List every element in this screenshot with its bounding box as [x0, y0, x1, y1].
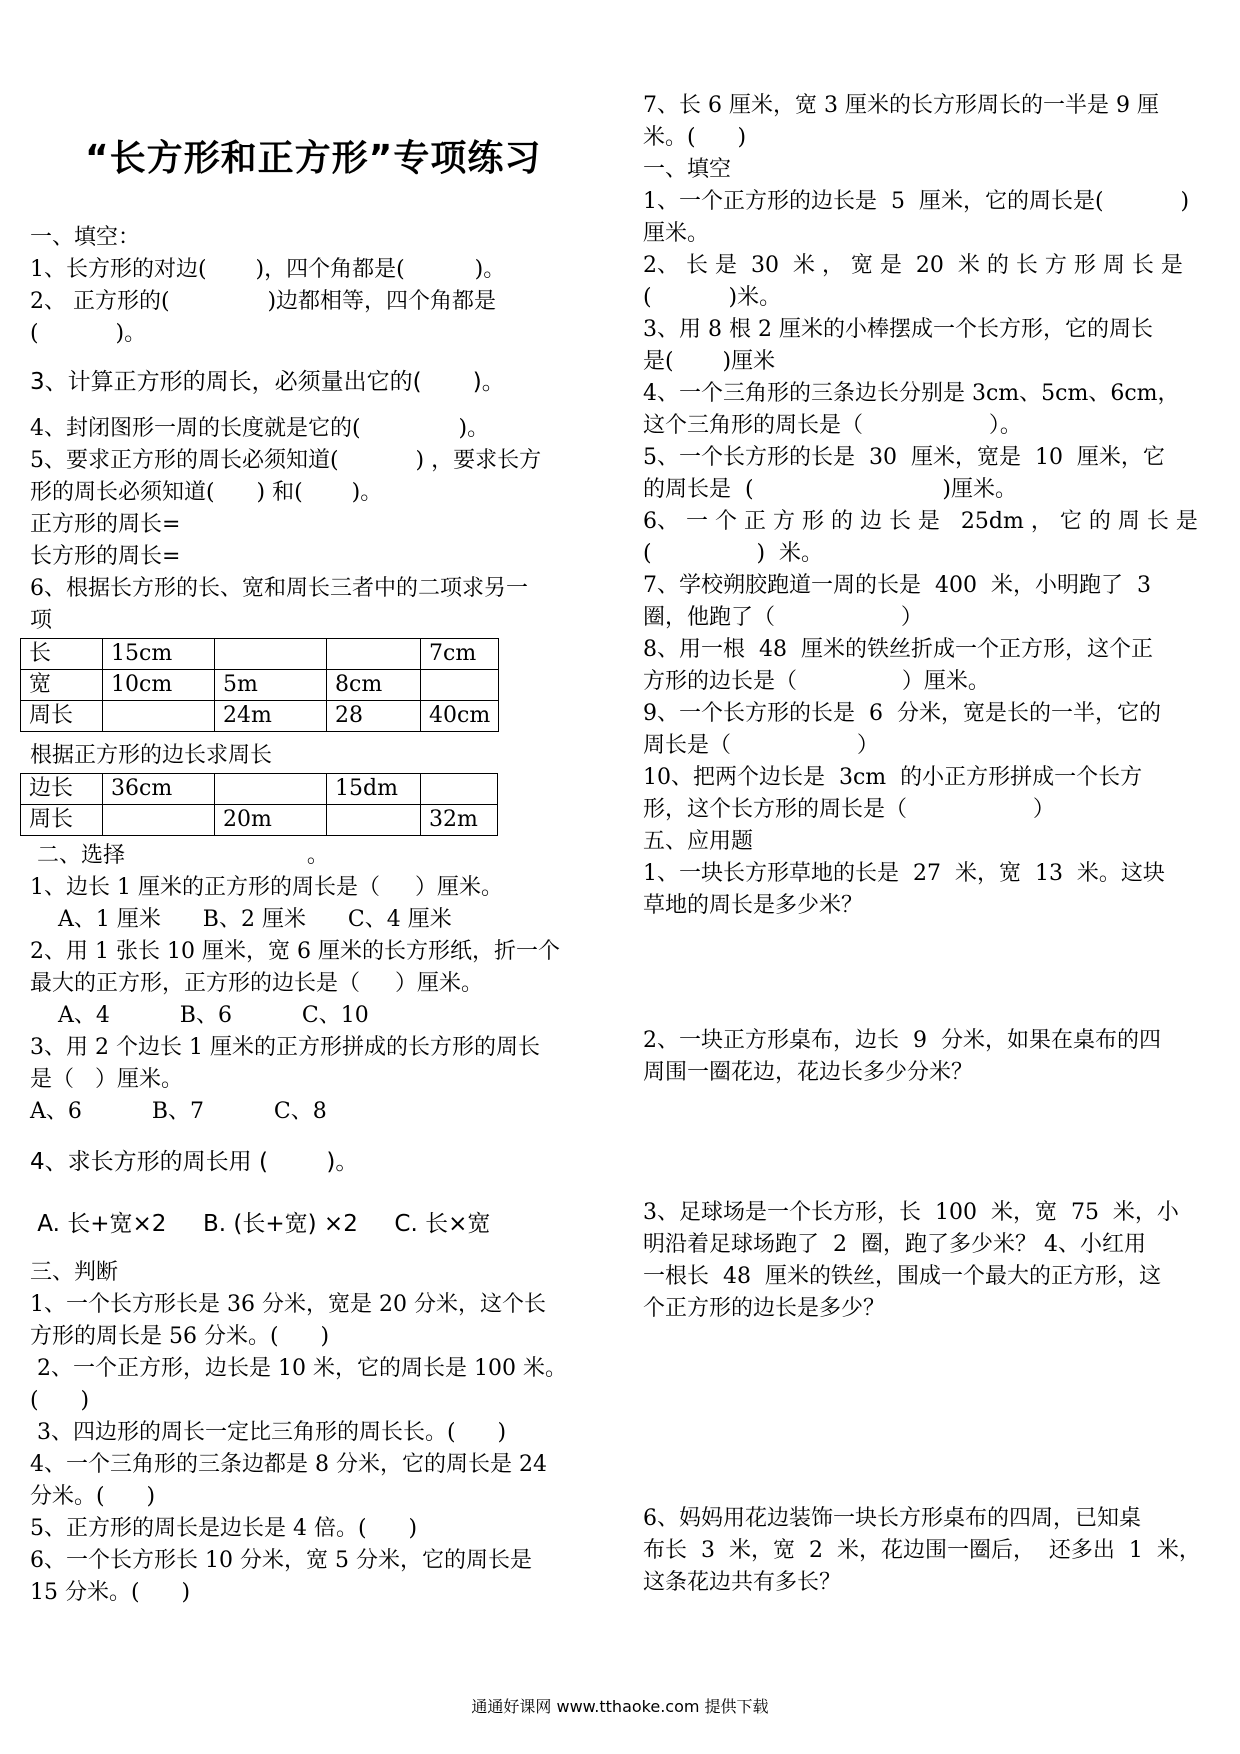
table-cell: [421, 670, 499, 701]
table-cell: 边长: [21, 774, 103, 805]
question-line: 方形的周长是 56 分米。( ): [30, 1324, 330, 1349]
table-cell: 周长: [21, 701, 103, 732]
section-heading: 二、选择 。: [30, 843, 329, 868]
question-line: 6、一个长方形长 10 分米，宽 5 分米，它的周长是: [30, 1548, 532, 1573]
question-line: 最大的正方形，正方形的边长是（ ）厘米。: [30, 971, 483, 996]
question-line: 布长 3 米，宽 2 米，花边围一圈后， 还多出 1 米，: [643, 1538, 1201, 1563]
formula-line: 长方形的周长=: [30, 544, 181, 569]
question-line: 个正方形的边长是多少？: [643, 1296, 886, 1321]
question-line: 这条花边共有多长？: [643, 1570, 842, 1595]
options-line: A、6 B、7 C、8: [30, 1099, 327, 1124]
table-cell: 28: [327, 701, 421, 732]
question-line: 米。( ): [643, 125, 747, 150]
section-heading: 一、填空：: [30, 225, 141, 250]
question-line: 一根长 48 厘米的铁丝，围成一个最大的正方形，这: [643, 1264, 1161, 1289]
question-line: 2、 正方形的( )边都相等，四个角都是: [30, 289, 497, 314]
question-line: 2、 长 是 30 米 ， 宽 是 20 米 的 长 方 形 周 长 是: [643, 253, 1183, 278]
table-cell: 5m: [215, 670, 327, 701]
question-line: 项: [30, 608, 53, 633]
question-line: 形，这个长方形的周长是（ ）: [643, 797, 1055, 822]
rectangle-table: [20, 638, 499, 732]
table-row: [21, 774, 498, 805]
table-cell: [421, 774, 498, 805]
table-cell: 10cm: [103, 670, 215, 701]
question-line: 5、要求正方形的周长必须知道( ) ，要求长方: [30, 448, 542, 473]
question-line: 15 分米。( ): [30, 1580, 191, 1605]
question-line: 5、正方形的周长是边长是 4 倍。( ): [30, 1516, 418, 1541]
question-line: ( ) 米。: [643, 541, 824, 566]
section-heading: 三、判断: [30, 1260, 119, 1285]
question-line: 4、封闭图形一周的长度就是它的( )。: [30, 416, 490, 441]
footer-credit: 通通好课网 www.tthaoke.com 提供下载: [471, 1697, 769, 1716]
question-line: 7、长 6 厘米，宽 3 厘米的长方形周长的一半是 9 厘: [643, 93, 1159, 118]
question-line: 4、一个三角形的三条边都是 8 分米，它的周长是 24: [30, 1452, 547, 1477]
question-line: 2、一个正方形，边长是 10 米，它的周长是 100 米。: [30, 1356, 567, 1381]
table-cell: 24m: [215, 701, 327, 732]
table-cell: 长: [21, 639, 103, 670]
table-cell: 36cm: [103, 774, 215, 805]
table-row: [21, 670, 499, 701]
question-line: 4、求长方形的周长用 ( )。: [30, 1149, 359, 1175]
table-cell: 32m: [421, 805, 498, 836]
question-line: 1、一个长方形长是 36 分米，宽是 20 分米，这个长: [30, 1292, 546, 1317]
question-line: 是（ ）厘米。: [30, 1067, 183, 1092]
table-cell: 40cm: [421, 701, 499, 732]
question-line: ( )。: [30, 321, 147, 346]
page-title: “长方形和正方形”专项练习: [85, 138, 542, 179]
question-line: 3、用 2 个边长 1 厘米的正方形拼成的长方形的周长: [30, 1035, 540, 1060]
table-row: [21, 639, 499, 670]
question-line: 2、用 1 张长 10 厘米，宽 6 厘米的长方形纸，折一个: [30, 939, 560, 964]
question-line: 3、足球场是一个长方形，长 100 米，宽 75 米，小: [643, 1200, 1179, 1225]
question-line: 方形的边长是（ ）厘米。: [643, 669, 990, 694]
question-line: 根据正方形的边长求周长: [30, 743, 273, 768]
question-line: 圈，他跑了（ ）: [643, 605, 923, 630]
options-line: A、1 厘米 B、2 厘米 C、4 厘米: [30, 907, 452, 932]
options-line: A. 长+宽×2 B. (长+宽) ×2 C. 长×宽: [30, 1211, 491, 1237]
table-cell: 周长: [21, 805, 103, 836]
question-line: 6、根据长方形的长、宽和周长三者中的二项求另一: [30, 576, 528, 601]
table-cell: [327, 805, 421, 836]
question-line: 3、用 8 根 2 厘米的小棒摆成一个长方形，它的周长: [643, 317, 1153, 342]
question-line: 厘米。: [643, 221, 710, 246]
table-cell: 15dm: [327, 774, 421, 805]
table-cell: [215, 774, 327, 805]
question-line: 4、一个三角形的三条边长分别是 3cm、5cm、6cm，: [643, 381, 1180, 406]
table-row: [21, 805, 498, 836]
question-line: 是( )厘米: [643, 349, 776, 374]
question-line: ( )米。: [643, 285, 782, 310]
table-cell: 8cm: [327, 670, 421, 701]
table-cell: 15cm: [103, 639, 215, 670]
table-cell: 7cm: [421, 639, 499, 670]
table-cell: [327, 639, 421, 670]
question-line: 1、长方形的对边( )，四个角都是( )。: [30, 257, 506, 282]
question-line: 1、一块长方形草地的长是 27 米，宽 13 米。这块: [643, 861, 1165, 886]
square-table: [20, 773, 498, 836]
question-line: 草地的周长是多少米？: [643, 893, 864, 918]
table-cell: 宽: [21, 670, 103, 701]
question-line: 分米。( ): [30, 1484, 156, 1509]
question-line: 3、计算正方形的周长，必须量出它的( )。: [30, 369, 505, 395]
formula-line: 正方形的周长=: [30, 512, 181, 537]
question-line: 10、把两个边长是 3cm 的小正方形拼成一个长方: [643, 765, 1143, 790]
question-line: 6、 一 个 正 方 形 的 边 长 是 25dm ， 它 的 周 长 是: [643, 509, 1198, 534]
question-line: 8、用一根 48 厘米的铁丝折成一个正方形，这个正: [643, 637, 1153, 662]
question-line: 1、边长 1 厘米的正方形的周长是（ ）厘米。: [30, 875, 503, 900]
question-line: 1、一个正方形的边长是 5 厘米，它的周长是( ): [643, 189, 1190, 214]
question-line: 周围一圈花边，花边长多少分米？: [643, 1060, 974, 1085]
table-row: [21, 701, 499, 732]
question-line: ( ): [30, 1388, 90, 1413]
table-cell: 20m: [215, 805, 327, 836]
question-line: 7、学校朔胶跑道一周的长是 400 米，小明跑了 3: [643, 573, 1151, 598]
question-line: 周长是（ ）: [643, 733, 879, 758]
section-heading: 五、应用题: [643, 829, 754, 854]
question-line: 5、一个长方形的长是 30 厘米，宽是 10 厘米，它: [643, 445, 1165, 470]
question-line: 的周长是 ( )厘米。: [643, 477, 1017, 502]
table-cell: [103, 805, 215, 836]
question-line: 9、一个长方形的长是 6 分米，宽是长的一半，它的: [643, 701, 1161, 726]
question-line: 6、妈妈用花边装饰一块长方形桌布的四周，已知桌: [643, 1506, 1141, 1531]
question-line: 3、四边形的周长一定比三角形的周长长。( ): [30, 1420, 507, 1445]
question-line: 这个三角形的周长是（ ）。: [643, 413, 1022, 438]
table-cell: [103, 701, 215, 732]
table-cell: [215, 639, 327, 670]
options-line: A、4 B、6 C、10: [30, 1003, 369, 1028]
question-line: 明沿着足球场跑了 2 圈，跑了多少米？ 4、小红用: [643, 1232, 1146, 1257]
section-heading: 一、填空: [643, 157, 732, 182]
question-line: 形的周长必须知道( ) 和( )。: [30, 480, 383, 505]
question-line: 2、一块正方形桌布，边长 9 分米，如果在桌布的四: [643, 1028, 1161, 1053]
